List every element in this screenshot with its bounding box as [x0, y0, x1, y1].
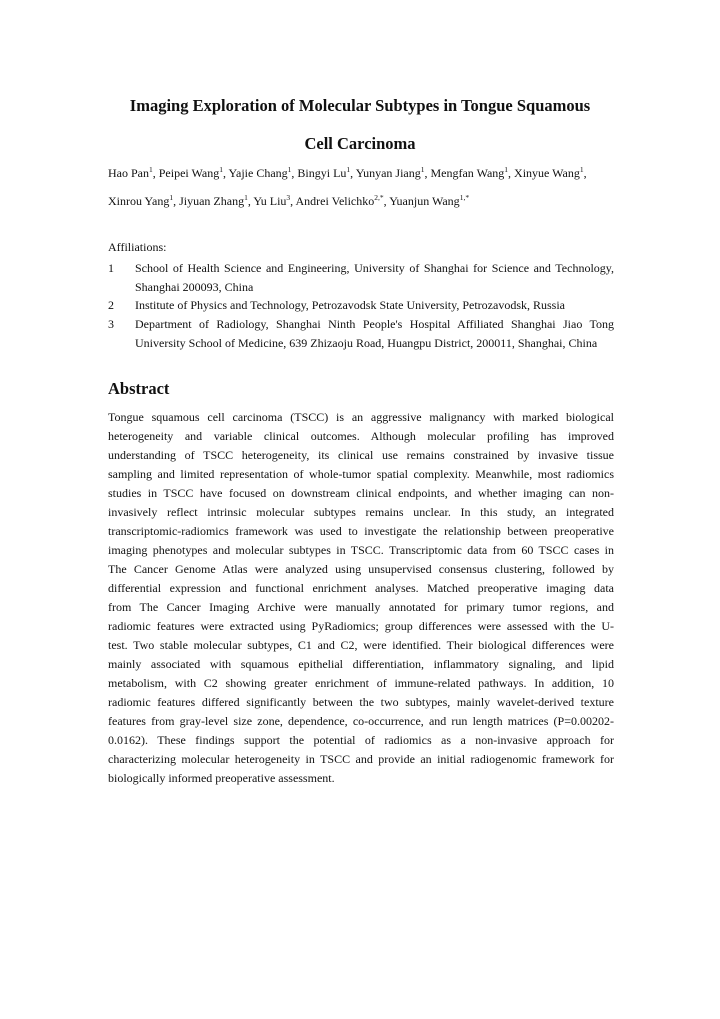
abstract-line: from The Cancer Imaging Archive were manually annotated for primary tumor regions, and: [108, 600, 614, 614]
abstract-line: studies in TSCC have focused on downstream clinical endpoints, and whether imaging can non-: [108, 486, 614, 500]
author-entry: [229, 166, 298, 180]
abstract-line: Tongue squamous cell carcinoma (TSCC) is an aggressive malignancy with marked biological: [108, 410, 614, 424]
author-name: Yajie Chang: [228, 166, 288, 180]
author-affiliation-marker: 1: [219, 165, 223, 174]
author-separator: ,: [583, 166, 587, 180]
author-affiliation-marker: 1: [287, 165, 292, 174]
author-separator: ,: [508, 166, 515, 180]
abstract-line: differential expression and functional enrichment analyses. Matched preoperative imaging data: [108, 581, 614, 595]
author-separator: ,: [291, 166, 298, 180]
author-name: Yu Liu: [253, 194, 287, 208]
abstract-line: sampling and limited representation of whole-tumor spatial complexity. Meanwhile, most radiomics: [108, 467, 614, 481]
author-separator: ,: [222, 166, 229, 180]
abstract-line: biologically informed preoperative assessment.: [108, 771, 335, 785]
author-name: Yunyan Jiang: [355, 166, 421, 180]
author-affiliation-marker: 1: [244, 193, 248, 202]
author-affiliation-marker: 2,*: [374, 193, 384, 202]
abstract-line: radiomic features differed significantly between the two subtypes, mainly wavelet-derived texture: [108, 695, 614, 709]
author-affiliation-marker: 1,*: [459, 193, 470, 202]
abstract-line: radiomic features were extracted using PyRadiomics; group differences were assessed with the U-: [108, 619, 614, 633]
author-separator: ,: [173, 194, 180, 208]
author-affiliation-marker: 1: [420, 165, 425, 174]
affiliations-list: [108, 259, 614, 353]
affiliation-text: Institute of Physics and Technology, Petrozavodsk State University, Petrozavodsk, Russia: [135, 298, 565, 313]
author-name: Hao Pan: [108, 166, 149, 180]
abstract-line: metabolism, with C2 showing greater enrichment of immune-related pathways. In addition, 10: [108, 676, 614, 690]
abstract-line: features from gray-level size zone, dependence, co-occurrence, and run length matrices (P=0.00202-: [108, 714, 614, 728]
author-entry: [108, 194, 179, 208]
author-entry: [179, 194, 253, 208]
author-list-line-2: [108, 193, 614, 209]
abstract-line: mainly associated with squamous epithelial differentiation, inflammatory signaling, and lipid: [108, 657, 614, 671]
author-affiliation-marker: 3: [286, 193, 291, 202]
abstract-heading: Abstract: [108, 379, 170, 398]
author-entry: [514, 166, 587, 180]
affiliations-heading: Affiliations:: [108, 240, 167, 254]
author-entry: [108, 166, 159, 180]
abstract-line: imaging phenotypes and molecular subtypes in TSCC. Transcriptomic data from 60 TSCC cases in: [108, 543, 614, 557]
author-name: Jiyuan Zhang: [179, 194, 245, 208]
author-name: Mengfan Wang: [430, 166, 505, 180]
author-affiliation-marker: 1: [169, 193, 174, 202]
affiliation-item: [108, 259, 614, 296]
author-entry: [253, 194, 295, 208]
abstract-body: [108, 408, 614, 788]
author-affiliation-marker: 1: [579, 165, 584, 174]
affiliation-text: Department of Radiology, Shanghai Ninth People's Hospital Affiliated Shanghai Jiao Tong University School of Medicine, 639 Zhizaoju Road, Huangpu District, 200011, Shanghai, China: [135, 317, 614, 350]
author-entry: [430, 166, 514, 180]
author-name: Xinyue Wang: [514, 166, 580, 180]
author-affiliation-marker: 1: [149, 165, 153, 174]
author-separator: ,: [247, 194, 254, 208]
author-entry: [159, 166, 229, 180]
author-separator: ,: [350, 166, 356, 180]
author-name: Peipei Wang: [158, 166, 220, 180]
abstract-line: The Cancer Genome Atlas were analyzed using unsupervised consensus clustering, followed by: [108, 562, 614, 576]
author-name: Andrei Velichko: [295, 194, 375, 208]
abstract-line: heterogeneity and variable clinical outcomes. Although molecular profiling has improved: [108, 429, 614, 443]
paper-title-line-2: Cell Carcinoma: [304, 134, 416, 153]
abstract-line: characterizing molecular heterogeneity in TSCC and provide an initial radiogenomic framework for: [108, 752, 614, 766]
author-separator: ,: [424, 166, 431, 180]
abstract-line: understanding of TSCC heterogeneity, its clinical use remains constrained by invasive tissue: [108, 448, 614, 462]
author-list-line-1: [108, 165, 614, 181]
author-name: Xinrou Yang: [108, 194, 170, 208]
author-entry: [389, 194, 469, 208]
affiliation-number: 2: [108, 298, 114, 313]
author-entry: [296, 194, 390, 208]
author-name: Bingyi Lu: [297, 166, 347, 180]
author-entry: [356, 166, 431, 180]
author-name: Yuanjun Wang: [389, 194, 460, 208]
affiliation-item: [108, 296, 614, 315]
author-separator: ,: [152, 166, 159, 180]
abstract-line: test. Two stable molecular subtypes, C1 and C2, were identified. Their biological differences were: [108, 638, 614, 652]
affiliation-number: 1: [108, 261, 114, 275]
author-entry: [297, 166, 355, 180]
author-affiliation-marker: 1: [346, 165, 351, 174]
paper-title-line-1: Imaging Exploration of Molecular Subtypes in Tongue Squamous: [129, 96, 591, 115]
abstract-line: 0.0162). These findings support the potential of radiomics as a non-invasive approach for: [108, 733, 614, 747]
abstract-line: transcriptomic-radiomics framework was used to investigate the relationship between preoperative: [108, 524, 614, 538]
author-affiliation-marker: 1: [504, 165, 509, 174]
author-separator: ,: [290, 194, 296, 208]
author-separator: ,: [383, 194, 390, 208]
affiliation-item: [108, 315, 614, 352]
affiliation-number: 3: [108, 317, 114, 332]
abstract-line: invasively reflect intrinsic molecular subtypes remains unclear. In this study, an integrated: [108, 505, 614, 519]
affiliation-text: School of Health Science and Engineering, University of Shanghai for Science and Technology, Shanghai 200093, China: [135, 261, 614, 294]
